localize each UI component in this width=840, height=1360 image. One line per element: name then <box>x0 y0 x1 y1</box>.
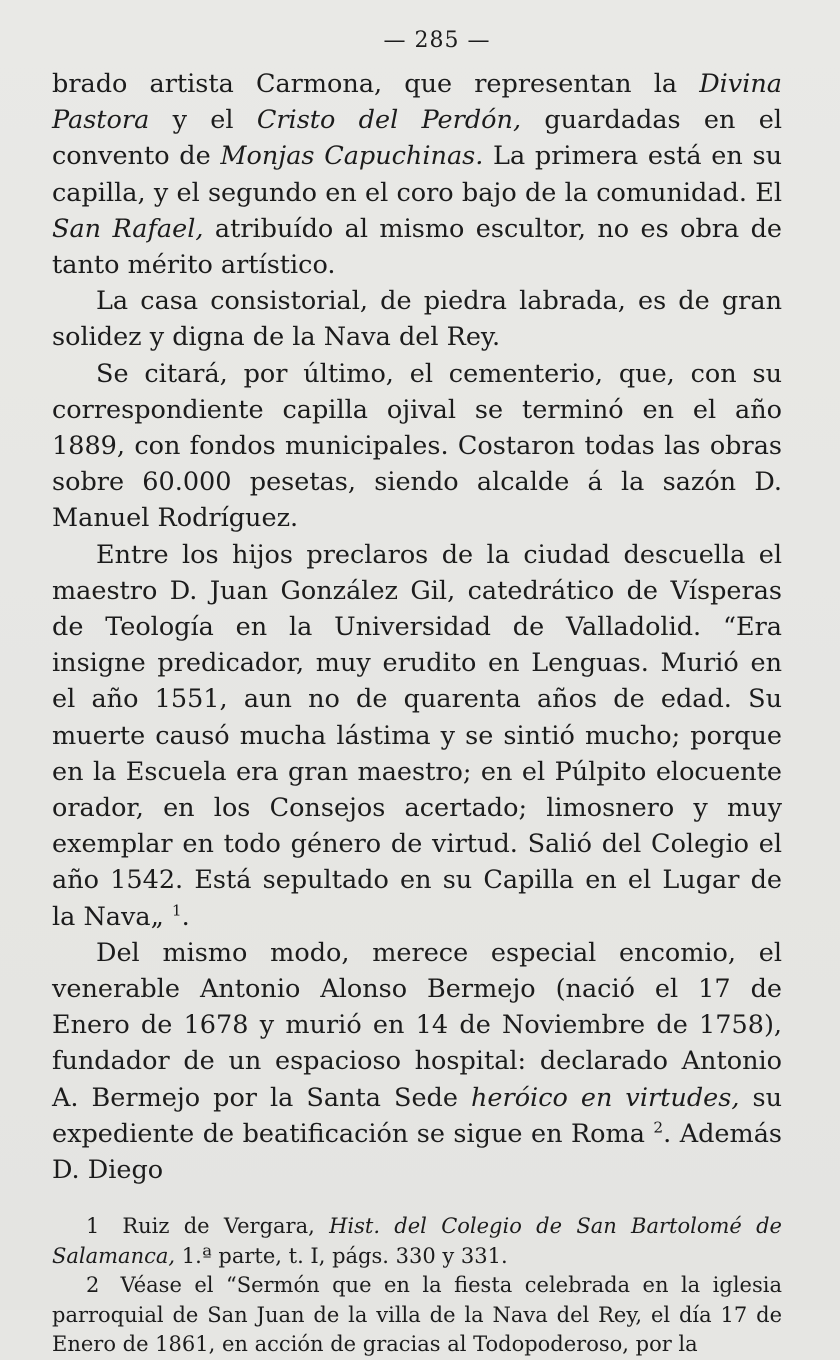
body-text <box>52 66 782 1188</box>
italic-text: Cristo del Perdón, <box>256 105 522 136</box>
text-run: Ruiz de Vergara, <box>122 1214 330 1239</box>
text-run: su expediente de beatificación se sigue en Roma <box>52 1082 782 1149</box>
text-run: Véase el “Sermón que en la fiesta celebrada en la iglesia parroquial de San Juan de la villa de la Nava del Rey, el día 17 de Enero de 1861, en acción de gracias al Todopoderoso, por la <box>52 1273 782 1357</box>
italic-text: heróico en virtudes, <box>471 1082 740 1113</box>
italic-text: Hist. del Colegio de San Bartolomé de Salamanca, <box>52 1214 782 1268</box>
text-run: 1.ª parte, t. I, págs. 330 y 331. <box>175 1243 508 1268</box>
page-number: — 285 — <box>383 28 491 53</box>
footnotes <box>52 1212 782 1360</box>
text-run: . Además D. Diego <box>52 1118 782 1186</box>
text-run: Del mismo modo, merece especial encomio, el venerable Antonio Alonso Bermejo (nació el 17 de Enero de 1678 y murió en 14 de Noviembre de 1758), fundador de un espacioso hospital: declarado Antonio A. Bermejo por la Santa Sede <box>52 937 782 1113</box>
paragraph <box>52 66 782 283</box>
text-run: Se citará, por último, el cementerio, que, con su correspondiente capilla ojival se terminó en el año 1889, con fondos municipales. Costaron todas las obras sobre 60.000 pesetas, siendo alcalde á la sazón D. Manuel Rodríguez. <box>52 358 782 534</box>
footnote-reference: 2 <box>653 1118 664 1137</box>
footnote-reference: 1 <box>171 901 182 920</box>
text-run: Entre los hijos preclaros de la ciudad descuella el maestro D. Juan González Gil, catedrático de Vísperas de Teología en la Universidad de Valladolid. “Era insigne predicador, muy erudito en Lenguas. Murió en el año 1551, aun no de quarenta años de edad. Su muerte causó mucha lástima y se sintió mucho; porque en la Escuela era gran maestro; en el Púlpito elocuente orador, en los Consejos acertado; limosnero y muy exemplar en todo género de virtud. Salió del Colegio el año 1542. Está sepultado en su Capilla en el Lugar de la Nava„ <box>52 539 782 932</box>
footnote-number: 1 <box>86 1214 100 1239</box>
paragraph <box>52 935 782 1188</box>
text-run: brado artista Carmona, que representan la <box>52 69 700 99</box>
text-run: . <box>181 901 190 932</box>
footnote <box>52 1271 782 1360</box>
paragraph <box>52 283 782 355</box>
text-run: La primera está en su capilla, y el segundo en el coro bajo de la comunidad. El <box>52 141 782 208</box>
text-run: y el <box>149 105 257 136</box>
text-run: atribuído al mismo escultor, no es obra de tanto mérito artístico. <box>52 213 782 281</box>
footnote-number: 2 <box>86 1273 100 1298</box>
paragraph <box>52 537 782 935</box>
text-run: guardadas en el convento de <box>52 105 782 172</box>
paragraph <box>52 356 782 537</box>
italic-text: Monjas Capuchinas. <box>220 141 484 172</box>
text-run: La casa consistorial, de piedra labrada, es de gran solidez y digna de la Nava del Rey. <box>52 286 782 353</box>
italic-text: San Rafael, <box>52 213 204 244</box>
footnote <box>52 1212 782 1271</box>
italic-text: Divina Pastora <box>52 69 782 136</box>
